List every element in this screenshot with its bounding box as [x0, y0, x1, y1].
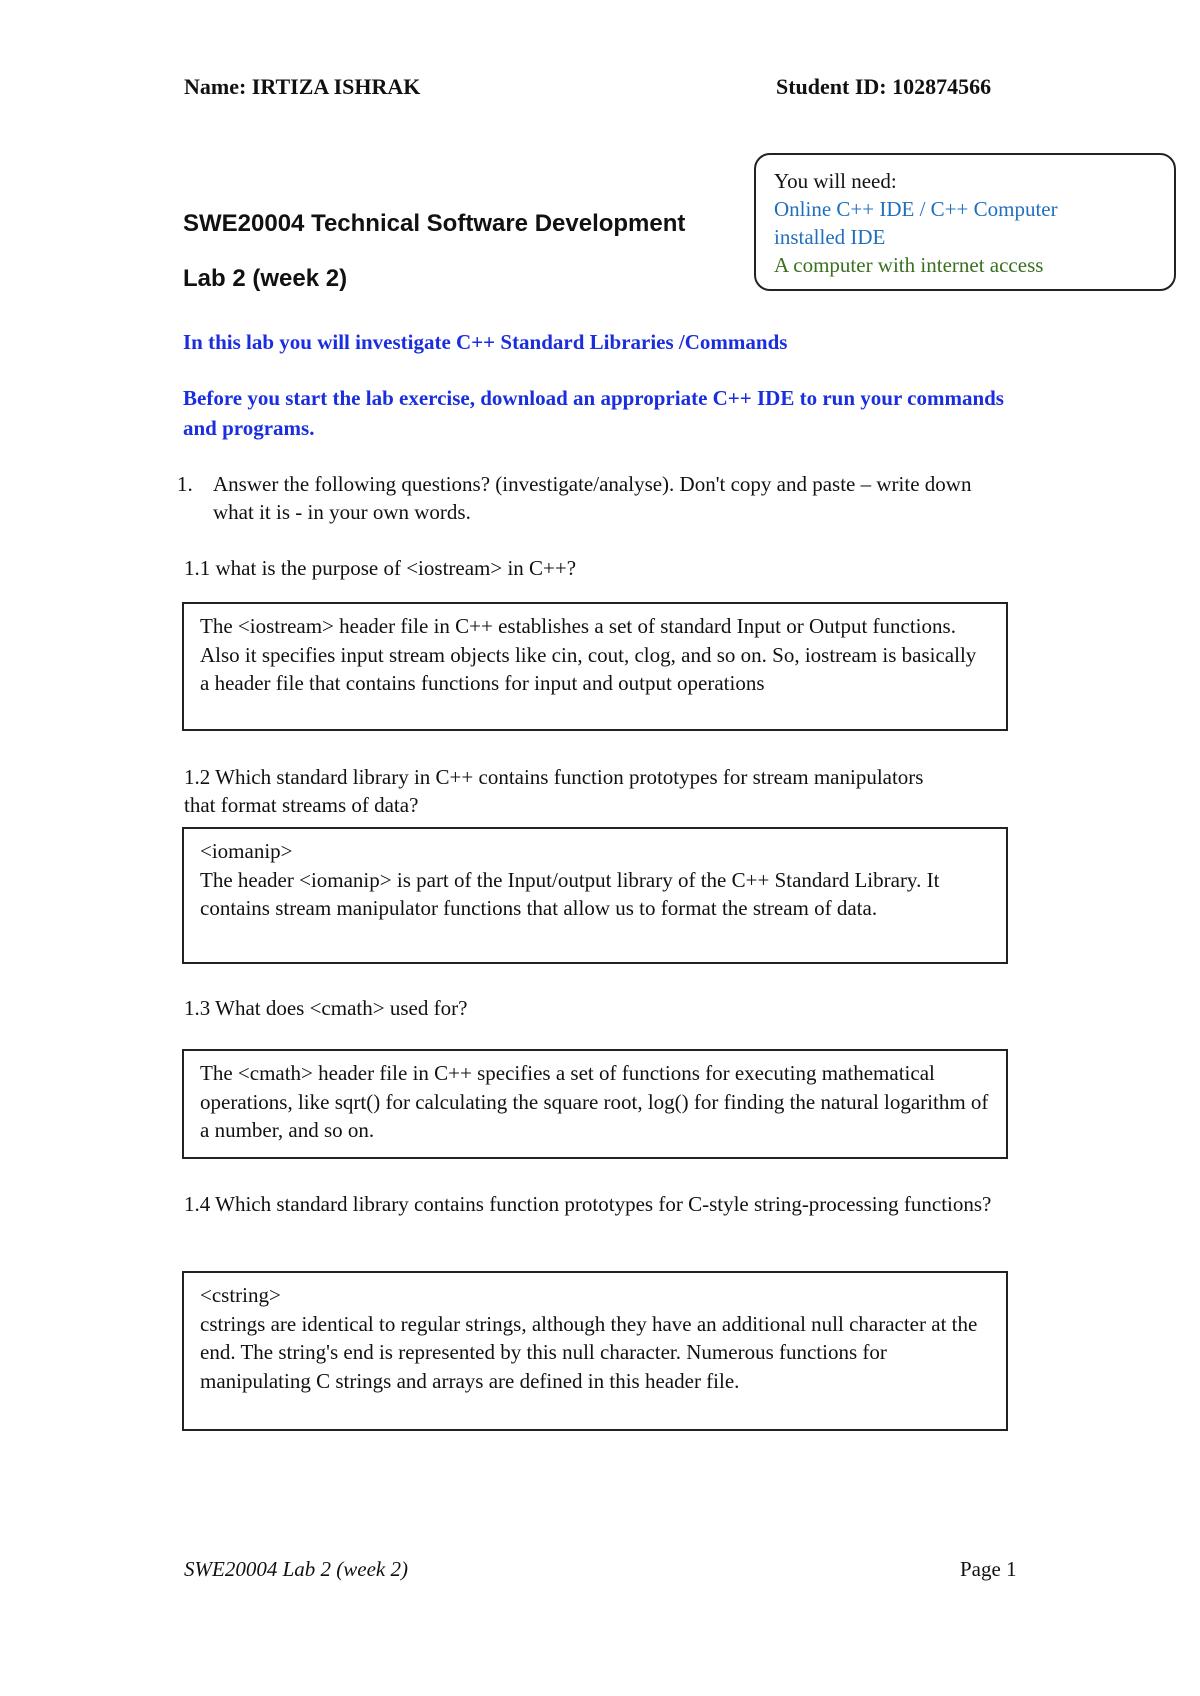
course-title: SWE20004 Technical Software Development — [183, 210, 686, 237]
question-1-1: 1.1 what is the purpose of <iostream> in C++? — [184, 556, 577, 580]
answer-text: The header <iomanip> is part of the Input/output library of the C++ Standard Library. It contains stream manipulator functions that allow us to format the stream of data. — [200, 867, 940, 920]
footer-doc-title: SWE20004 Lab 2 (week 2) — [184, 1557, 408, 1581]
answer-text: The <cmath> header file in C++ specifies a set of functions for executing mathematical operations, like sqrt() for calculating the square root, log() for finding the natural logarithm of a number, and so on. — [200, 1061, 989, 1142]
requirements-box — [754, 153, 1176, 291]
answer-text: cstrings are identical to regular strings, although they have an additional null character at the end. The string's end is represented by this null character. Numerous functions for manipulating C strings and arrays are defined in this header file. — [200, 1311, 978, 1393]
answer-title: <cstring> — [200, 1283, 281, 1307]
requirements-heading: You will need: — [774, 169, 897, 193]
answer-text: The <iostream> header file in C++ establishes a set of standard Input or Output functions. Also it specifies input stream objects like cin, cout, clog, and so on. So, iostream is basically a header file that contains functions for input and output operations — [200, 614, 977, 695]
answer-box-1-3 — [182, 1049, 1008, 1159]
question-1-4: 1.4 Which standard library contains function prototypes for C-style string-processing functions? — [184, 1192, 992, 1216]
task-text: Answer the following questions? (investigate/analyse). Don't copy and paste – write down what it is - in your own words. — [213, 472, 972, 524]
student-id: Student ID: 102874566 — [776, 74, 992, 99]
answer-title: <iomanip> — [200, 839, 293, 863]
answer-box-1-1 — [182, 602, 1008, 731]
requirement-ide: Online C++ IDE / C++ Computer — [774, 197, 1058, 221]
answer-box-1-4 — [182, 1271, 1008, 1431]
question-1-3: 1.3 What does <cmath> used for? — [184, 996, 468, 1020]
requirement-internet: A computer with internet access — [774, 253, 1044, 277]
requirement-ide-cont: installed IDE — [774, 225, 886, 249]
answer-box-1-2 — [182, 827, 1008, 964]
intro-line-2: Before you start the lab exercise, download an appropriate C++ IDE to run your commands and programs. — [183, 386, 1004, 440]
question-1-2: 1.2 Which standard library in C++ contains function prototypes for stream manipulators that format streams of data? — [184, 765, 924, 817]
task-number: 1. — [177, 472, 193, 496]
lab-title: Lab 2 (week 2) — [183, 265, 348, 292]
intro-line-1: In this lab you will investigate C++ Standard Libraries /Commands — [183, 330, 788, 354]
page-number: Page 1 — [960, 1557, 1017, 1581]
student-name: Name: IRTIZA ISHRAK — [184, 74, 421, 99]
